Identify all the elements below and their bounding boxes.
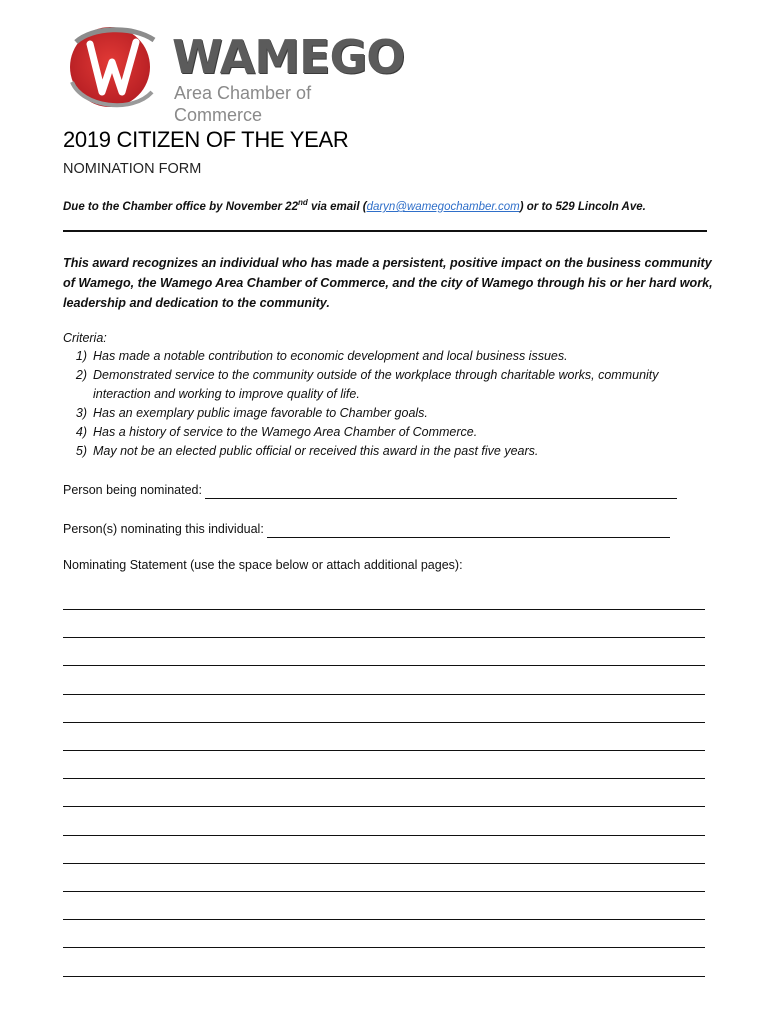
criteria-list <box>63 347 713 461</box>
statement-write-line[interactable] <box>63 609 705 610</box>
header-divider <box>63 230 707 232</box>
criteria-text: May not be an elected public official or received this award in the past five years. <box>93 444 539 458</box>
due-notice <box>63 194 646 216</box>
nominator-input-line[interactable] <box>267 524 670 538</box>
page-subtitle: NOMINATION FORM <box>63 161 202 177</box>
page-title: 2019 CITIZEN OF THE YEAR <box>63 127 349 152</box>
nominator-label: Person(s) nominating this individual: <box>63 522 264 536</box>
wamego-chamber-logo <box>62 22 405 125</box>
statement-write-line[interactable] <box>63 891 705 892</box>
criteria-item <box>63 404 713 423</box>
statement-write-line[interactable] <box>63 976 705 977</box>
criteria-item <box>63 423 713 442</box>
statement-write-line[interactable] <box>63 750 705 751</box>
criteria-text: Has a history of service to the Wamego Area Chamber of Commerce. <box>93 425 478 439</box>
email-link[interactable]: daryn@wamegochamber.com <box>366 200 520 213</box>
criteria-number: 5) <box>75 444 87 458</box>
criteria-item <box>63 442 713 461</box>
criteria-item <box>63 347 713 366</box>
criteria-item <box>63 366 713 404</box>
due-suffix: ) or to 529 Lincoln Ave. <box>519 200 646 213</box>
criteria-text: Demonstrated service to the community outside of the workplace through charitable works, community interaction and working to improve quality of life. <box>93 368 659 401</box>
criteria-heading: Criteria: <box>63 331 107 345</box>
criteria-number: 2) <box>75 368 87 382</box>
statement-write-line[interactable] <box>63 778 705 779</box>
statement-write-line[interactable] <box>63 919 705 920</box>
statement-write-line[interactable] <box>63 722 705 723</box>
due-middle: via email ( <box>307 200 367 213</box>
statement-write-line[interactable] <box>63 637 705 638</box>
statement-write-line[interactable] <box>63 665 705 666</box>
nominator-field <box>63 520 670 538</box>
criteria-text: Has made a notable contribution to economic development and local business issues. <box>93 349 568 363</box>
statement-write-line[interactable] <box>63 863 705 864</box>
due-prefix: Due to the Chamber office by November 22 <box>63 200 298 213</box>
statement-label: Nominating Statement (use the space below or attach additional pages): <box>63 558 463 572</box>
nominee-field <box>63 481 677 499</box>
wamego-w-logo-icon <box>62 22 162 112</box>
statement-write-line[interactable] <box>63 694 705 695</box>
logo-tagline: Area Chamber of Commerce <box>174 83 312 125</box>
nominee-label: Person being nominated: <box>63 483 202 497</box>
logo-wordmark: WAMEGO <box>172 30 405 84</box>
criteria-text: Has an exemplary public image favorable to Chamber goals. <box>93 406 428 420</box>
due-sup: nd <box>297 198 308 207</box>
nominee-input-line[interactable] <box>205 485 677 499</box>
statement-write-line[interactable] <box>63 835 705 836</box>
statement-write-line[interactable] <box>63 806 705 807</box>
criteria-number: 3) <box>75 406 87 420</box>
criteria-number: 4) <box>75 425 87 439</box>
award-description: This award recognizes an individual who has made a persistent, positive impact on the business community of Wamego, the Wamego Area Chamber of Commerce, and the city of Wamego through his or her hard work, leadership and dedication to the community. <box>63 256 713 310</box>
statement-write-line[interactable] <box>63 947 705 948</box>
criteria-number: 1) <box>75 349 87 363</box>
